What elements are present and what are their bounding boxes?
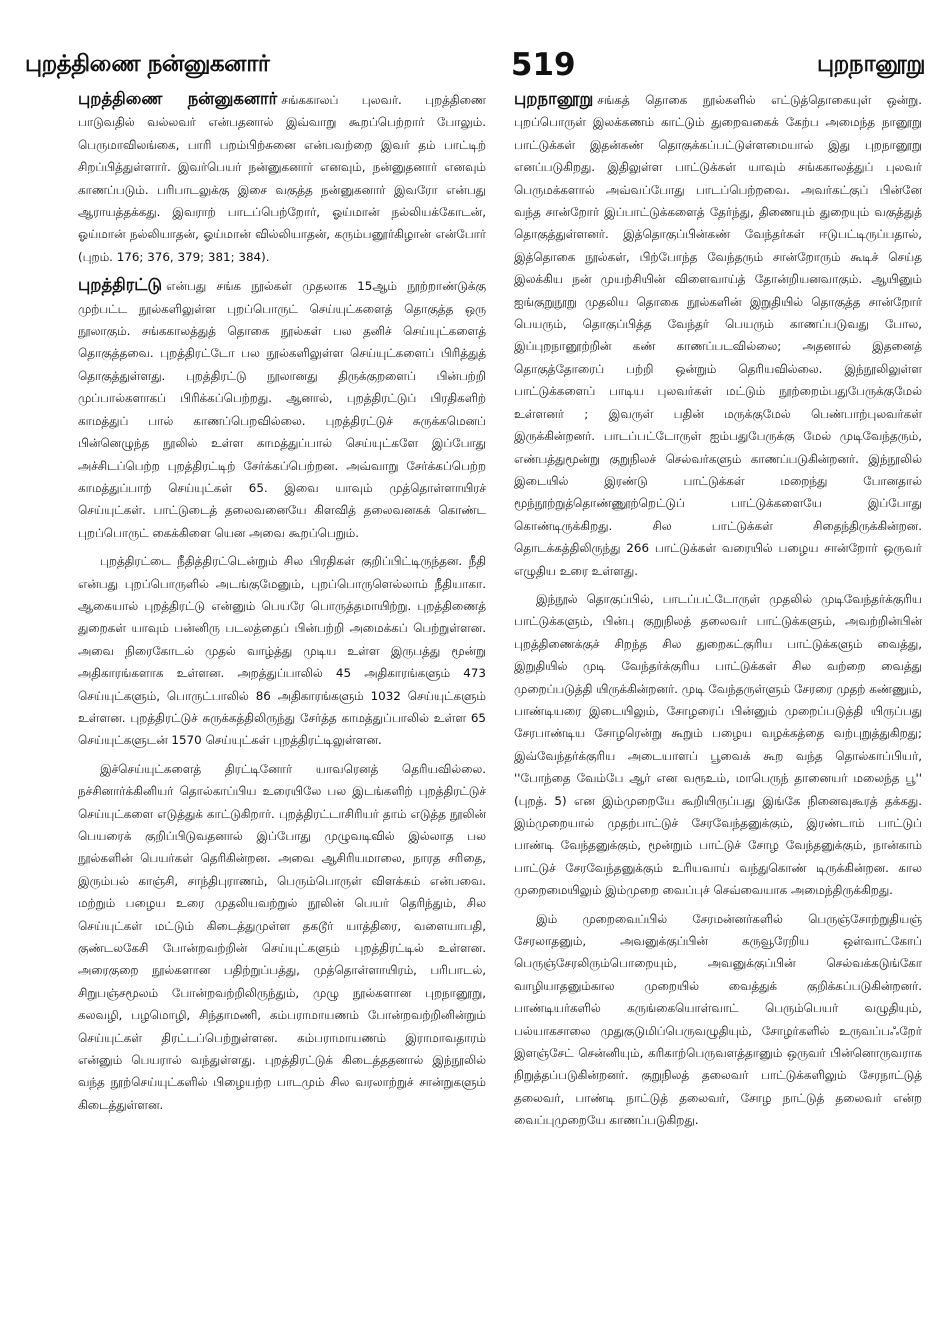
- entry-headword: புறத்திணை நன்னுகனார்: [78, 89, 278, 108]
- body-paragraph: புறத்திரட்டை நீதித்திரட்டென்றும் சில பிரதிகள் குறிப்பிட்டிருந்தன. நீதி என்பது புறப்பொருளில் அடங்குமேனும், புறப்பொருளெல்லாம் நீதியாகா. ஆகையால் புறத்திரட்டு என்னும் பெயரே பொருத்தமாயிற்று. புறத்திணைத் துறைகள் யாவும் பன்னிரு படலத்தைப் பின்பற்றி அமைக்கப் பெற்றுள்ளன. அவை நிரைகோடல் முதல் வாழ்த்து முடிய உள்ள இருபத்து மூன்று அதிகாரங்களாக உள்ளன. அறத்துப்பாலில் 45 அதிகாரங்களும் 473 செய்யுட்களும், பொருட்பாலில் 86 அதிகாரங்களும் 1032 செய்யுட்களும் உள்ளன. புறத்திரட்டுச் சுருக்கத்திலிருந்து சேர்த்த காமத்துப்பாலில் உள்ள 65 செய்யுட்களுடன் 1570 செய்யுட்கள் புறத்திரட்டிலுள்ளன.: [78, 554, 486, 748]
- entry-text: சங்கத் தொகை நூல்களில் எட்டுத்தொகையுள் ஒன்று. புறப்பொருள் இலக்கணம் காட்டும் துறைவகைக் கேற்ப அமைந்த நானூறு பாட்டுக்கள் இதன்கண் தொகுக்கப்பட்டுள்ளமையால் இது புறநானூறு எனப்படுகிறது. இதிலுள்ள பாட்டுக்கள் யாவும் சங்ககாலத்துப் புலவர் பெருமக்களால் அவ்வப்போது பாடப்பெற்றவை. அவர்கட்குப் பின்னே வந்த சான்றோர் இப்பாட்டுக்களைத் தேர்ந்து, திணையும் துறையும் வகுத்துத் தொகுத்துள்ளனர். இத்தொகுப்பின்கண் வேந்தர்கள் ஈடுபட்டிருப்பதால், இத்தொகை நூல்கள், பிற்போந்த வேந்தரும் சான்றோரும் கூடிச் செய்த இலக்கிய நன் முயற்சியின் விளைவாய்த் தோன்றியனவாகும். ஆயினும் ஐங்குறுநூறு முதலிய தொகை நூல்களின் இறுதியில் தொகுத்த சான்றோர் பெயரும், தொகுப்பித்த வேந்தர் பெயரும் காணப்படுவது போல, இப்புறநானூற்றின் கண் காணப்படவில்லை; அதனால் இதனைத் தொகுத்தோரைப் பற்றி ஒன்றும் தெரியவில்லை. இந்நூலிலுள்ள பாட்டுக்களைப் பாடிய புலவர்கள் மட்டும் நூற்றைம்பதுபேருக்குமேல் உள்ளனர் ; இவருள் பதின் மருக்குமேல் பெண்பாற்புலவர்கள் இருக்கின்றனர். பாடப்பட்டோருள் ஐம்பதுபேருக்கு மேல் முடிவேந்தரும், எண்பத்துமூன்று குறுநிலச் செல்வர்களும் காணப்படுகின்றனர். இந்நூலில் இடையில் இரண்டு பாட்டுக்கள் மறைந்து போனதால் மூந்நூற்றுத்தொண்ணூற்றெட்டுப் பாட்டுக்களையே இப்போது கொண்டிருக்கிறது. சில பாட்டுக்கள் சிதைந்திருக்கின்றன. தொடக்கத்திலிருந்து 266 பாட்டுக்கள் வரையில் பழைய சான்றோர் ஒருவர் எழுதிய உரை உள்ளது.: [514, 93, 922, 578]
- entry-paragraph: [514, 88, 922, 582]
- body-paragraph: இச்செய்யுட்களைத் திரட்டினோர் யாவரெனத் தெரியவில்லை. நச்சினார்க்கினியர் தொல்காப்பிய உரையிலே பல இடங்களிற் புறத்திரட்டுச் செய்யுட்களை எடுத்துக் காட்டுகிறார். புறத்திரட்டாசிரியர் தாம் எடுத்த நூலின் பெயரைக் குறிப்பிடுவதனால் இப்போது முழுவடிவில் இல்லாத பல நூல்களின் பெயர்கள் தெரிகின்றன. அவை ஆசிரியமாலை, நாரத சரிதை, இரும்பல் காஞ்சி, சாந்திபுராணம், பெரும்பொருள் விளக்கம் என்பவை. மற்றும் பழைய உரை முதலியவற்றுல் நூலின் பெயர் தெரிந்தும், சில செய்யுட்கள் மட்டும் கிடைத்துமுள்ள தகடூர் யாத்திரை, வளையாபதி, குண்டலகேசி போன்றவற்றின் செய்யுட்களும் புறத்திரட்டில் உள்ளன. அரைகுறை நூல்களான பதிற்றுப்பத்து, முத்தொள்ளாயிரம், பரிபாடல், சிறுபஞ்சமூலம் போன்றவற்றிலிருந்தும், முழு நூல்களான புறநானூறு, கலவழி, பழமொழி, சிந்தாமணி, கம்பராமாயணம் போன்றவற்றினின்றும் செய்யுட்கள் திரட்டப்பெற்றுள்ளன. கம்பராமாயணம் இராமாவதாரம் என்னும் பெயரால் வந்துள்ளது. புறத்திரட்டுக் கிடைத்ததனால் இந்நூலில் வந்த நூற்செய்யுட்களில் பிழையற்ற பாடமும் சில வரலாற்றுச் சான்றுகளும் கிடைத்துள்ளன.: [78, 761, 486, 1112]
- entry-paragraph: [78, 274, 486, 544]
- page-header: [25, 40, 925, 90]
- body-paragraph: இம் முறைவைப்பில் சேரமன்னர்களில் பெருஞ்சோற்றுதியஞ் சேரலாதனும், அவனுக்குப்பின் கருவூரேறிய ஒள்வாட்கோப் பெருஞ்சேரலிரும்பொறையும், அவனுக்குப்பின் செல்வக்கடுங்கோ வாழியாதனும்கால முறையில் வைத்துக் குறிக்கப்படுகின்றனர். பாண்டியர்களில் கருங்கையொள்வாட் பெரும்பெயர் வழுதியும், பல்யாகசாலை முதுகுடுமிப்பெருவழுதியும், சோழர்களில் உருவப்பஃறேர் இளஞ்சேட் சென்னியும், கரிகாற்பெருவளத்தானும் ஒருவர் பின்னொருவராக நிறுத்தப்படுகின்றனர். குறுநிலத் தலைவர் பாட்டுக்களிலும் சேரநாட்டுத் தலைவர், பாண்டி நாட்டுத் தலைவர், சோழ நாட்டுத் தலைவர் என்ற வைப்புமுறையே காணப்படுகிறது.: [514, 911, 922, 1128]
- header-left-guideword: புறத்திணை நன்னுகனார்: [25, 50, 270, 77]
- body-paragraph: இந்நூல் தொகுப்பில், பாடப்பட்டோருள் முதலில் முடிவேந்தர்க்குரிய பாட்டுக்களும், பின்பு குறுநிலத் தலைவர் பாட்டுக்களும், அவற்றின்பின் புறத்திணைக்குச் சிறந்த சில துறைகட்குரிய பாட்டுக்களும் வைத்து, இறுதியில் முடி வேந்தர்க்குரிய பாட்டுக்கள் சில வற்றை வைத்து முறைப்படுத்தி யிருக்கின்றனர். முடி வேந்தருள்ளும் சேரரை முதற் கண்ணும், பாண்டியரை இடையிலும், சோழரைப் பின்னும் முறைப்படுத்தி யிருப்பது சேரபாண்டிய சோழரென்று கூறும் பழைய வழக்கத்தை வற்புறுத்துகிறது; இவ்வேந்தர்க்குரிய அடையாளப் பூவைக் கூற வந்த தொல்காப்பியர், ''போந்தை வேம்பே ஆர் என வரூஉம், மாபெருந் தானையர் மலைந்த பூ'' (புறத். 5) என இம்முறையே கூறியிருப்பது இங்கே நினைவுகூரத் தக்கது. இம்முறையால் முதற்பாட்டுச் சேரவேந்தனுக்கும், இரண்டாம் பாட்டுப் பாண்டி வேந்தனுக்கும், மூன்றும் பாட்டுச் சோழ வேந்தனுக்கும், நான்காம் பாட்டுச் சேரவேந்தனுக்கும் உரியவாய் வந்துகொண் டிருக்கின்றன. கால முறைமையிலும் இம்முறை வைப்புச் செவ்வையாக அமைந்திருக்கிறது.: [514, 591, 922, 898]
- text-columns: [78, 88, 922, 1272]
- header-right-guideword: புறநானூறு: [817, 50, 925, 77]
- entry-headword: புறத்திரட்டு: [78, 275, 163, 295]
- entry-text: என்பது சங்க நூல்கள் முதலாக 15ஆம் நூற்றாண்டுக்கு முற்பட்ட நூல்களிலுள்ள புறப்பொருட் செய்யுட்களைத் தொகுத்த ஒரு நூலாகும். சங்ககாலத்துத் தொகை நூல்கள் பல தனிச் செய்யுட்களைத் தொகுத்தவை. புறத்திரட்டோ பல நூல்களிலுள்ள செய்யுட்களைப் பிரித்துத் தொகுத்துள்ளது. புறத்திரட்டு நூலானது திருக்குறளைப் பின்பற்றி முப்பால்களாகப் பிரிக்கப்பெற்றது. ஆனால், புறத்திரட்டுப் பிரதிகளிற் காமத்துப் பால் காணப்பெறவில்லை. புறத்திரட்டுச் சுருக்கமெனப் பின்னெழுந்த நூலில் உள்ள காமத்துப்பால் செய்யுட்களே இப்போது அச்சிடப்பெற்ற புறத்திரட்டிற் சேர்க்கப்பெற்றன. அவ்வாறு சேர்க்கப்பெற்ற காமத்துப்பாற் செய்யுட்கள் 65. இவை யாவும் முத்தொள்ளாயிரச் செய்யுட்கள். பாட்டுடைத் தலைவனையே கிளவித் தலைவனகக் கொண்ட புறப்பொருட் கைக்கிளை யென அவை கூறப்பெறும்.: [78, 279, 486, 540]
- right-column: [514, 88, 922, 1272]
- entry-text: சங்ககாலப் புலவர். புறத்திணை பாடுவதில் வல்லவர் என்பதனால் இவ்வாறு கூறப்பெற்றார் போலும். பெருமாவிலங்கை, பாரி பறம்பிற்சுனை என்பவற்றை இவர் தம் பாட்டிற் சிறப்பித்துள்ளார். இவர்பெயர் நன்னுகனார் எனவும், நன்னுதனார் எனவும் காணப்படும். பரிபாடலுக்கு இசை வகுத்த நன்னுகனார் இவரோ என்பது ஆராயத்தக்கது. இவராற் பாடப்பெற்றோர், ஓய்மான் நல்லியக்கோடன், ஓய்மான் நல்லியாதன், ஓய்மான் வில்லியாதன், கரும்பனூர்கிழான் என்போர் (புறம். 176; 376, 379; 381; 384).: [78, 93, 486, 264]
- entry-headword: புறநானூறு: [514, 89, 594, 108]
- page-number: 519: [510, 47, 576, 83]
- left-column: [78, 88, 486, 1272]
- entry-paragraph: [78, 88, 486, 268]
